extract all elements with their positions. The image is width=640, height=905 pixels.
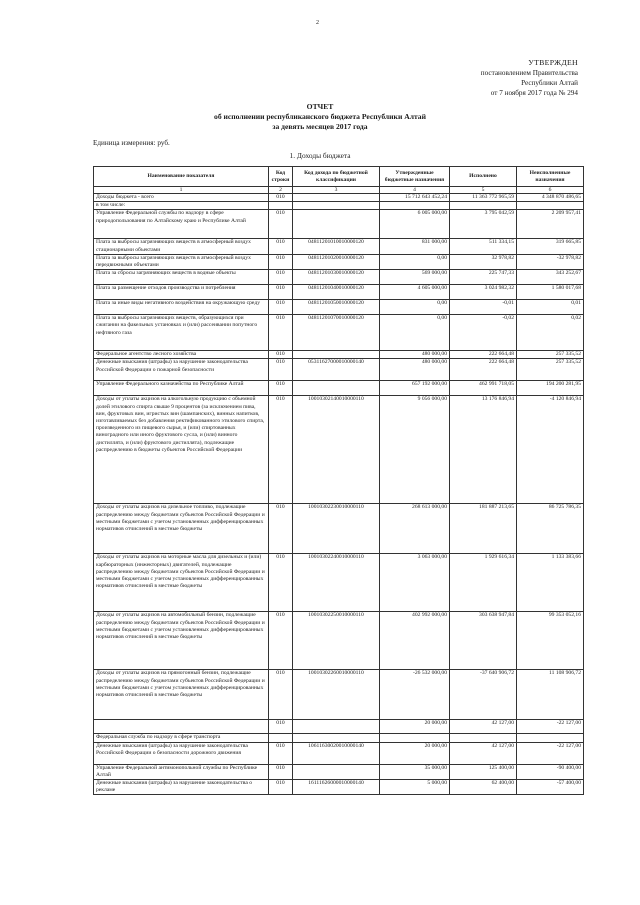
income-code: 10010302260010000110 [293,670,380,720]
table-row [94,300,584,315]
approval-heading: УТВЕРЖДЕН [528,58,578,67]
unexecuted-amount: 11 108 906,72 [517,670,584,720]
income-code: 04811201050010000120 [293,300,380,315]
column-number: 5 [450,187,517,194]
table-row [94,202,584,210]
report-subtitle: об исполнении республиканского бюджета Республики Алтай [214,112,426,121]
unexecuted-amount: 257 335,52 [517,359,584,381]
indicator-name: Плата за размещение отходов производства и потребления [94,285,269,300]
row-code: 010 [269,359,293,381]
column-header: Код строки [269,167,293,187]
row-code: 010 [269,612,293,670]
indicator-name: Доходы от уплаты акцизов на прямогонный бензин, подлежащие распределению между бюджетами субъектов Российской Федерации и местными бюджетами с учетом установленных дифференцированных нормативов отчислений в местные бюджеты [94,670,269,720]
executed-amount: 222 664,48 [450,359,517,381]
unexecuted-amount: -32 978,82 [517,254,584,269]
unexecuted-amount: 319 665,85 [517,239,584,254]
row-code: 010 [269,270,293,285]
income-code: 04811201030010000120 [293,270,380,285]
executed-amount: 62 400,00 [450,780,517,795]
table-body [94,194,584,795]
column-number: 1 [94,187,269,194]
executed-amount [450,202,517,210]
table-row [94,285,584,300]
executed-amount: 511 334,15 [450,239,517,254]
table-header-row [94,167,584,187]
table-row [94,210,584,239]
table-row [94,504,584,554]
approval-line: постановлением Правительства [480,69,578,77]
approved-amount: 480 000,00 [380,359,450,381]
table-row [94,742,584,764]
table-row [94,194,584,202]
page-number: 2 [316,20,319,26]
row-code: 010 [269,194,293,202]
approved-amount: 4 605 000,00 [380,285,450,300]
income-code [293,381,380,396]
unexecuted-amount: 1 133 383,66 [517,554,584,612]
executed-amount: -37 640 906,72 [450,670,517,720]
column-number: 6 [517,187,584,194]
indicator-name: Денежные взыскания (штрафы) за нарушение законодательства Российской Федерации о пожарной безопасности [94,359,269,381]
column-number: 4 [380,187,450,194]
executed-amount: 462 991 718,05 [450,381,517,396]
row-code: 010 [269,504,293,554]
table-row [94,670,584,720]
indicator-name [94,720,269,734]
unexecuted-amount [517,202,584,210]
approved-amount: 3 063 000,00 [380,554,450,612]
approved-amount: 831 000,00 [380,239,450,254]
table-row [94,254,584,269]
indicator-name: Плата за сбросы загрязняющих веществ в водные объекты [94,270,269,285]
indicator-name: Доходы от уплаты акцизов на автомобильный бензин, подлежащие распределению между бюджетами субъектов Российской Федерации и местными бюджетами с учетом установленных дифференцированных нормативов отчислений в местные бюджеты [94,612,269,670]
column-header: Утвержденные бюджетные назначения [380,167,450,187]
executed-amount: 13 176 846,94 [450,396,517,504]
table-row [94,359,584,381]
table-row [94,764,584,779]
indicator-name: Доходы от уплаты акцизов на моторные масла для дизельных и (или) карбюраторных (инжекторных) двигателей, подлежащие распределению между бюджетами субъектов Российской Федерации и местными бюджетами с учетом установленных дифференцированных нормативов отчислений в местные бюджеты [94,554,269,612]
approved-amount: 15 712 643 452,24 [380,194,450,202]
row-code: 010 [269,742,293,764]
column-header: Исполнено [450,167,517,187]
row-code: 010 [269,720,293,734]
executed-amount: -0,02 [450,315,517,351]
indicator-name: в том числе: [94,202,269,210]
unit-of-measure: Единица измерения: руб. [93,139,170,147]
indicator-name: Плата за выбросы загрязняющих веществ, образующихся при сжигании на факельных установках и (или) рассеивании попутного нефтяного газа [94,315,269,351]
indicator-name: Федеральная служба по надзору в сфере транспорта [94,734,269,742]
income-code: 10010302230010000110 [293,504,380,554]
income-code: 16111626000010000140 [293,780,380,795]
table-row [94,381,584,396]
unexecuted-amount: 257 335,52 [517,351,584,359]
report-period: за девять месяцев 2017 года [272,122,368,131]
approved-amount: 480 000,00 [380,351,450,359]
row-code: 010 [269,780,293,795]
approval-date: от 7 ноября 2017 года № 294 [490,89,578,97]
executed-amount: 303 638 947,84 [450,612,517,670]
column-header: Неисполненные назначения [517,167,584,187]
approved-amount [380,202,450,210]
approved-amount: 0,00 [380,315,450,351]
indicator-name: Федеральное агентство лесного хозяйства [94,351,269,359]
unexecuted-amount: 1 580 017,68 [517,285,584,300]
row-code: 010 [269,764,293,779]
executed-amount: -0,01 [450,300,517,315]
approved-amount: 9 056 000,00 [380,396,450,504]
column-number-row [94,187,584,194]
unexecuted-amount: 2 209 957,41 [517,210,584,239]
indicator-name: Управление Федерального казначейства по Республике Алтай [94,381,269,396]
unexecuted-amount [517,734,584,742]
unexecuted-amount: 0,01 [517,300,584,315]
income-code [293,764,380,779]
executed-amount: 125 400,00 [450,764,517,779]
row-code: 010 [269,239,293,254]
column-number: 3 [293,187,380,194]
income-code: 04811201040010000120 [293,285,380,300]
row-code [269,202,293,210]
executed-amount: 11 363 772 965,59 [450,194,517,202]
approved-amount: 402 992 000,00 [380,612,450,670]
approved-amount: -26 532 000,00 [380,670,450,720]
table-row [94,720,584,734]
approved-amount: 0,00 [380,254,450,269]
table-row [94,780,584,795]
income-table [93,166,584,795]
approved-amount: 5 000,00 [380,780,450,795]
income-code: 10611630020010000140 [293,742,380,764]
approved-amount: 268 613 000,00 [380,504,450,554]
executed-amount: 42 127,00 [450,720,517,734]
indicator-name: Плата за иные виды негативного воздействия на окружающую среду [94,300,269,315]
executed-amount [450,734,517,742]
indicator-name: Доходы бюджета - всего [94,194,269,202]
row-code: 010 [269,396,293,504]
income-code [293,734,380,742]
unexecuted-amount: -22 127,00 [517,742,584,764]
income-code: 10010302140010000110 [293,396,380,504]
approved-amount: 20 000,00 [380,720,450,734]
table-row [94,612,584,670]
income-code [293,194,380,202]
row-code [269,734,293,742]
income-code: 04811201010010000120 [293,239,380,254]
table-row [94,351,584,359]
approved-amount: 0,00 [380,300,450,315]
executed-amount: 1 929 616,34 [450,554,517,612]
approved-amount [380,734,450,742]
executed-amount: 222 664,48 [450,351,517,359]
unexecuted-amount: 4 348 870 486,65 [517,194,584,202]
income-code: 10010302250010000110 [293,612,380,670]
executed-amount: 3 795 042,59 [450,210,517,239]
indicator-name: Денежные взыскания (штрафы) за нарушение законодательства Российской Федерации о безопасности дорожного движения [94,742,269,764]
unexecuted-amount: 343 252,67 [517,270,584,285]
approved-amount: 35 000,00 [380,764,450,779]
indicator-name: Доходы от уплаты акцизов на алкогольную продукцию с объемной долей этилового спирта свыше 9 процентов (за исключением пива, вин, фруктовых вин, игристых вин (шампанских), винных напитков, изготавливаемых без добавления ректификованного этилового спирта, произведенного из пищевого сырья, и (или) спиртованных виноградного или иного фруктового сусла, и (или) винного дистиллята, и (или) фруктового дистиллята), подлежащие распределению в бюджеты субъектов Российской Федерации [94,396,269,504]
unexecuted-amount: 86 725 786,35 [517,504,584,554]
indicator-name: Денежные взыскания (штрафы) за нарушение законодательства о рекламе [94,780,269,795]
indicator-name: Доходы от уплаты акцизов на дизельное топливо, подлежащие распределению между бюджетами субъектов Российской Федерации и местными бюджетами с учетом установленных дифференцированных нормативов отчислений в местные бюджеты [94,504,269,554]
table-row [94,554,584,612]
income-code: 05311627000010000140 [293,359,380,381]
indicator-name: Управление Федеральной службы по надзору в сфере природопользования по Алтайскому краю и Республике Алтай [94,210,269,239]
income-code: 10010302240010000110 [293,554,380,612]
executed-amount: 3 024 982,32 [450,285,517,300]
table-row [94,270,584,285]
row-code: 010 [269,300,293,315]
unexecuted-amount: 194 200 281,95 [517,381,584,396]
unexecuted-amount: -57 400,00 [517,780,584,795]
table-row [94,315,584,351]
income-code: 04811201070010000120 [293,315,380,351]
approved-amount: 657 192 000,00 [380,381,450,396]
row-code: 010 [269,254,293,269]
unexecuted-amount: -4 120 846,94 [517,396,584,504]
executed-amount: 181 887 213,65 [450,504,517,554]
approved-amount: 20 000,00 [380,742,450,764]
approval-line: Республики Алтай [521,79,578,87]
row-code: 010 [269,554,293,612]
income-code [293,351,380,359]
table-row [94,239,584,254]
executed-amount: 42 127,00 [450,742,517,764]
row-code: 010 [269,670,293,720]
column-header: Код дохода по бюджетной классификации [293,167,380,187]
income-code [293,720,380,734]
unexecuted-amount: -90 400,00 [517,764,584,779]
indicator-name: Плата за выбросы загрязняющих веществ в атмосферный воздух стационарными объектами [94,239,269,254]
approved-amount: 569 000,00 [380,270,450,285]
column-number: 2 [269,187,293,194]
row-code: 010 [269,351,293,359]
income-code [293,202,380,210]
row-code: 010 [269,381,293,396]
row-code: 010 [269,210,293,239]
executed-amount: 225 747,33 [450,270,517,285]
report-title: ОТЧЕТ [306,102,334,111]
indicator-name: Плата за выбросы загрязняющих веществ в атмосферный воздух передвижными объектами [94,254,269,269]
unexecuted-amount: 0,02 [517,315,584,351]
table-row [94,396,584,504]
row-code: 010 [269,315,293,351]
income-code [293,210,380,239]
approved-amount: 6 005 000,00 [380,210,450,239]
unexecuted-amount: -22 127,00 [517,720,584,734]
table-row [94,734,584,742]
executed-amount: 32 978,82 [450,254,517,269]
unexecuted-amount: 99 353 052,16 [517,612,584,670]
section-title: 1. Доходы бюджета [289,151,351,160]
indicator-name: Управление Федеральной антимонопольной службы по Республике Алтай [94,764,269,779]
column-header: Наименование показателя [94,167,269,187]
row-code: 010 [269,285,293,300]
approval-block [418,58,578,98]
income-code: 04811201020010000120 [293,254,380,269]
